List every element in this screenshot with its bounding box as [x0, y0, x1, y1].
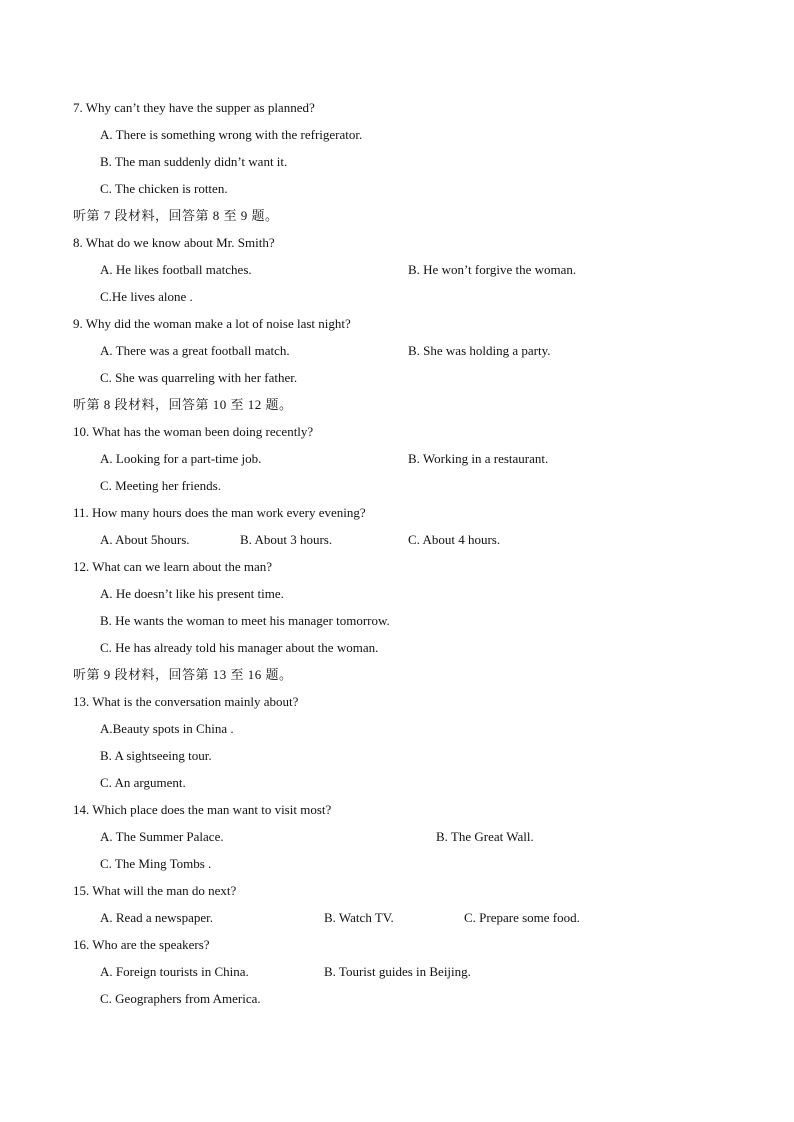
q13-option-b: B. A sightseeing tour.	[100, 748, 212, 763]
q8-option-c: C.He lives alone .	[100, 289, 193, 304]
question-8: 8. What do we know about Mr. Smith?	[73, 235, 275, 250]
q8-option-a: A. He likes football matches.	[100, 262, 252, 277]
section-instruction-8: 听第 8 段材料，回答第 10 至 12 题。	[73, 397, 293, 412]
q9-option-c: C. She was quarreling with her father.	[100, 370, 298, 385]
q9-option-a: A. There was a great football match.	[100, 343, 290, 358]
q13-option-c: C. An argument.	[100, 775, 186, 790]
q10-option-a: A. Looking for a part-time job.	[100, 451, 262, 466]
q12-option-c: C. He has already told his manager about the woman.	[100, 640, 379, 655]
q15-option-b: B. Watch TV.	[324, 910, 394, 925]
question-15: 15. What will the man do next?	[73, 883, 237, 898]
q11-option-c: C. About 4 hours.	[408, 532, 501, 547]
question-16: 16. Who are the speakers?	[73, 937, 210, 952]
question-14: 14. Which place does the man want to visit most?	[73, 802, 332, 817]
question-10: 10. What has the woman been doing recently?	[73, 424, 314, 439]
question-12: 12. What can we learn about the man?	[73, 559, 273, 574]
question-13: 13. What is the conversation mainly about?	[73, 694, 299, 709]
q7-option-c: C. The chicken is rotten.	[100, 181, 228, 196]
q12-option-a: A. He doesn’t like his present time.	[100, 586, 284, 601]
question-7: 7. Why can’t they have the supper as planned?	[73, 100, 315, 115]
q7-option-b: B. The man suddenly didn’t want it.	[100, 154, 288, 169]
section-instruction-7: 听第 7 段材料，回答第 8 至 9 题。	[73, 208, 279, 223]
q16-option-a: A. Foreign tourists in China.	[100, 964, 249, 979]
q12-option-b: B. He wants the woman to meet his manager tomorrow.	[100, 613, 390, 628]
question-11: 11. How many hours does the man work every evening?	[73, 505, 366, 520]
q7-option-a: A. There is something wrong with the refrigerator.	[100, 127, 363, 142]
q9-option-b: B. She was holding a party.	[408, 343, 551, 358]
q11-option-b: B. About 3 hours.	[240, 532, 333, 547]
q8-option-b: B. He won’t forgive the woman.	[408, 262, 577, 277]
q11-option-a: A. About 5hours.	[100, 532, 190, 547]
q15-option-c: C. Prepare some food.	[464, 910, 580, 925]
q13-option-a: A.Beauty spots in China .	[100, 721, 234, 736]
q14-option-b: B. The Great Wall.	[436, 829, 534, 844]
q10-option-c: C. Meeting her friends.	[100, 478, 221, 493]
section-instruction-9: 听第 9 段材料，回答第 13 至 16 题。	[73, 667, 293, 682]
q14-option-c: C. The Ming Tombs .	[100, 856, 212, 871]
q15-option-a: A. Read a newspaper.	[100, 910, 213, 925]
q14-option-a: A. The Summer Palace.	[100, 829, 224, 844]
question-9: 9. Why did the woman make a lot of noise last night?	[73, 316, 351, 331]
q16-option-b: B. Tourist guides in Beijing.	[324, 964, 471, 979]
q10-option-b: B. Working in a restaurant.	[408, 451, 549, 466]
q16-option-c: C. Geographers from America.	[100, 991, 261, 1006]
